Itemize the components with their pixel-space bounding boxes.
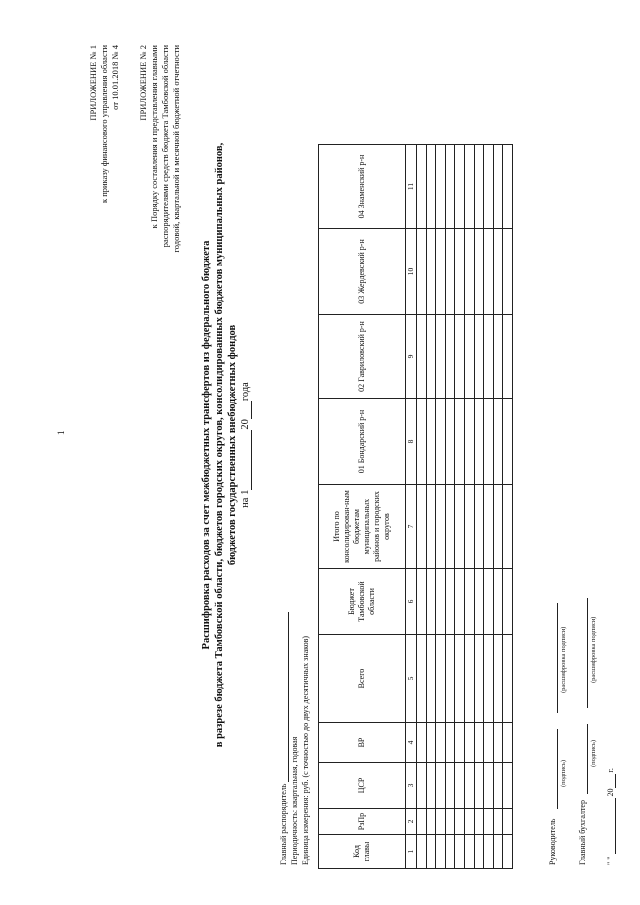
table-cell <box>503 723 513 763</box>
appendix-1-line-2: от 10.01.2018 № 4 <box>110 45 120 110</box>
table-cell <box>503 763 513 809</box>
table-cell <box>417 723 427 763</box>
table-cell <box>493 229 503 315</box>
col-header: 04 Знаменский р-н <box>319 145 406 229</box>
appendix-2-line-1: к Порядку составления и представления главными <box>149 45 159 229</box>
col-header: Код главы <box>319 835 406 869</box>
table-cell <box>464 835 474 869</box>
column-number: 10 <box>406 229 417 315</box>
table-cell <box>455 229 465 315</box>
accountant-decoding-blank <box>578 598 588 708</box>
table-cell <box>436 809 446 835</box>
title-date-line <box>239 85 252 805</box>
table-row <box>464 145 474 869</box>
column-number: 11 <box>406 145 417 229</box>
table-cell <box>436 315 446 399</box>
column-number: 9 <box>406 315 417 399</box>
col-header: РзПр <box>319 809 406 835</box>
accountant-signature-line <box>578 598 588 865</box>
table-cell <box>474 809 484 835</box>
expense-table <box>318 144 513 869</box>
table-cell <box>464 229 474 315</box>
column-number: 7 <box>406 485 417 569</box>
table-cell <box>503 315 513 399</box>
table-cell <box>503 485 513 569</box>
table-cell <box>426 315 436 399</box>
table-cell <box>493 835 503 869</box>
table-cell <box>436 723 446 763</box>
header-row <box>319 145 406 869</box>
table-cell <box>464 399 474 485</box>
table-cell <box>474 315 484 399</box>
table-cell <box>445 635 455 723</box>
table-cell <box>417 809 427 835</box>
table-cell <box>503 809 513 835</box>
table-cell <box>484 635 494 723</box>
table-cell <box>493 763 503 809</box>
date-year-blank <box>606 774 616 788</box>
title-line-1: Расшифровка расходов за счет межбюджетных трансфертов из федерального бюджета <box>201 240 212 650</box>
table-cell <box>474 835 484 869</box>
table-cell <box>464 569 474 635</box>
appendix-2-line-2: распорядителями средств бюджета Тамбовской области <box>160 45 170 248</box>
table-cell <box>445 809 455 835</box>
table-cell <box>417 635 427 723</box>
col-header: ЦСР <box>319 763 406 809</box>
date-quote: " " <box>606 856 615 865</box>
accountant-decoding-caption: (расшифровка подписи) <box>590 616 597 683</box>
table-cell <box>417 485 427 569</box>
col-header: 03 Жердевский р-н <box>319 229 406 315</box>
column-number: 8 <box>406 399 417 485</box>
col-header: ВР <box>319 723 406 763</box>
table-cell <box>484 569 494 635</box>
periodicity-line: Периодичность: квартальная, годовая <box>290 736 299 865</box>
table-cell <box>455 809 465 835</box>
table-cell <box>503 635 513 723</box>
head-decoding-caption: (расшифровка подписи) <box>560 626 567 693</box>
appendix-1-line-1: к приказу финансового управления области <box>99 45 109 204</box>
table-cell <box>445 569 455 635</box>
head-label: Руководитель <box>548 818 557 865</box>
table-cell <box>493 145 503 229</box>
table-row <box>493 145 503 869</box>
table-cell <box>474 723 484 763</box>
table-cell <box>436 229 446 315</box>
table-cell <box>455 723 465 763</box>
table-cell <box>445 399 455 485</box>
column-number: 3 <box>406 763 417 809</box>
table-cell <box>417 145 427 229</box>
date-month-blank <box>606 798 616 854</box>
col-header: 01 Бондарский р-н <box>319 399 406 485</box>
table-cell <box>455 485 465 569</box>
table-cell <box>426 635 436 723</box>
table-cell <box>484 229 494 315</box>
table-cell <box>503 399 513 485</box>
table-cell <box>417 315 427 399</box>
table-cell <box>464 635 474 723</box>
appendix-1-title: ПРИЛОЖЕНИЕ № 1 <box>88 45 98 121</box>
accountant-label: Главный бухгалтер <box>578 800 587 865</box>
table-cell <box>445 229 455 315</box>
column-number: 4 <box>406 723 417 763</box>
table-cell <box>417 569 427 635</box>
head-decoding-blank <box>548 603 558 713</box>
table-cell <box>464 809 474 835</box>
table-cell <box>417 399 427 485</box>
table-cell <box>484 485 494 569</box>
table-row <box>474 145 484 869</box>
table-cell <box>464 723 474 763</box>
table-row <box>445 145 455 869</box>
table-row <box>426 145 436 869</box>
table-row <box>436 145 446 869</box>
table-cell <box>455 835 465 869</box>
head-signature-caption: (подпись) <box>560 760 567 787</box>
table-cell <box>426 485 436 569</box>
table-cell <box>426 835 436 869</box>
table-cell <box>484 809 494 835</box>
col-header: Бюджет Тамбовской области <box>319 569 406 635</box>
date-year-suffix: г. <box>606 768 615 773</box>
page-number: 1 <box>56 430 66 435</box>
table-row <box>417 145 427 869</box>
table-cell <box>445 485 455 569</box>
table-cell <box>426 229 436 315</box>
document-title <box>200 85 252 805</box>
date-sign-line <box>606 768 616 865</box>
table-cell <box>445 145 455 229</box>
table-cell <box>484 835 494 869</box>
table-cell <box>464 485 474 569</box>
column-number: 5 <box>406 635 417 723</box>
table-cell <box>417 835 427 869</box>
table-cell <box>455 635 465 723</box>
table-cell <box>445 315 455 399</box>
table-cell <box>474 229 484 315</box>
title-line-3: бюджетов государственных внебюджетных фондов <box>227 324 238 566</box>
table-cell <box>426 723 436 763</box>
table-cell <box>426 763 436 809</box>
col-header: Всего <box>319 635 406 723</box>
table-cell <box>455 763 465 809</box>
table-cell <box>474 485 484 569</box>
appendix-2-title: ПРИЛОЖЕНИЕ № 2 <box>138 45 148 121</box>
table-cell <box>484 315 494 399</box>
table-cell <box>464 145 474 229</box>
appendix-2-line-3: годовой, квартальной и месячной бюджетной отчетности <box>171 45 181 253</box>
table-cell <box>493 315 503 399</box>
table-cell <box>493 569 503 635</box>
column-number: 6 <box>406 569 417 635</box>
table-cell <box>503 569 513 635</box>
chief-manager-label: Главный распорядитель <box>279 783 288 865</box>
chief-manager-blank <box>279 612 289 782</box>
accountant-signature-blank <box>578 724 588 794</box>
date-blank <box>242 430 252 490</box>
table-cell <box>474 399 484 485</box>
column-number: 2 <box>406 809 417 835</box>
table-cell <box>493 635 503 723</box>
table-cell <box>455 315 465 399</box>
table-cell <box>474 635 484 723</box>
table-cell <box>503 229 513 315</box>
table-cell <box>503 145 513 229</box>
col-header: Итого по консолидирован-ным бюджетам муниципальных районов и городских округов <box>319 485 406 569</box>
table-row <box>503 145 513 869</box>
table-cell <box>436 763 446 809</box>
table-cell <box>493 485 503 569</box>
table-cell <box>436 635 446 723</box>
table-cell <box>503 835 513 869</box>
table-cell <box>464 763 474 809</box>
report-meta <box>278 612 311 865</box>
table-row <box>455 145 465 869</box>
chief-manager-line <box>278 612 289 865</box>
table-cell <box>484 723 494 763</box>
col-header: 02 Гавриловский р-н <box>319 315 406 399</box>
table-cell <box>474 569 484 635</box>
table-cell <box>474 145 484 229</box>
head-signature-line <box>548 603 558 865</box>
table-cell <box>484 763 494 809</box>
date-suffix: года <box>240 382 251 402</box>
table-cell <box>426 809 436 835</box>
table-cell <box>455 145 465 229</box>
table-cell <box>436 399 446 485</box>
appendix-2-block <box>138 45 182 345</box>
table-cell <box>436 145 446 229</box>
table-cell <box>493 809 503 835</box>
date-mid: 20 <box>240 419 251 430</box>
table-cell <box>436 835 446 869</box>
table-body <box>417 145 513 869</box>
date-prefix: на 1 <box>240 489 251 508</box>
table-cell <box>436 485 446 569</box>
table-cell <box>436 569 446 635</box>
year-blank <box>242 401 252 419</box>
table-cell <box>455 399 465 485</box>
table-cell <box>484 399 494 485</box>
table-cell <box>426 145 436 229</box>
table-cell <box>417 229 427 315</box>
table-cell <box>426 569 436 635</box>
table-cell <box>445 723 455 763</box>
table-cell <box>493 723 503 763</box>
accountant-signature-caption: (подпись) <box>590 740 597 767</box>
date-year-label: 20 <box>606 788 615 797</box>
table-row <box>484 145 494 869</box>
table-cell <box>445 763 455 809</box>
column-number: 1 <box>406 835 417 869</box>
appendix-1-block <box>88 45 121 345</box>
table-cell <box>484 145 494 229</box>
table-cell <box>417 763 427 809</box>
table-cell <box>464 315 474 399</box>
head-signature-blank <box>548 729 558 809</box>
column-number-row <box>406 145 417 869</box>
table-cell <box>474 763 484 809</box>
table-cell <box>426 399 436 485</box>
title-line-2: в разрезе бюджета Тамбовской области, бюджетов городских округов, консолидированных бюджетов муниципальных районов, <box>214 142 225 748</box>
unit-line: Единица измерения: руб. (с точностью до двух десятичных знаков) <box>301 635 310 865</box>
table-cell <box>455 569 465 635</box>
table-cell <box>445 835 455 869</box>
table-cell <box>493 399 503 485</box>
